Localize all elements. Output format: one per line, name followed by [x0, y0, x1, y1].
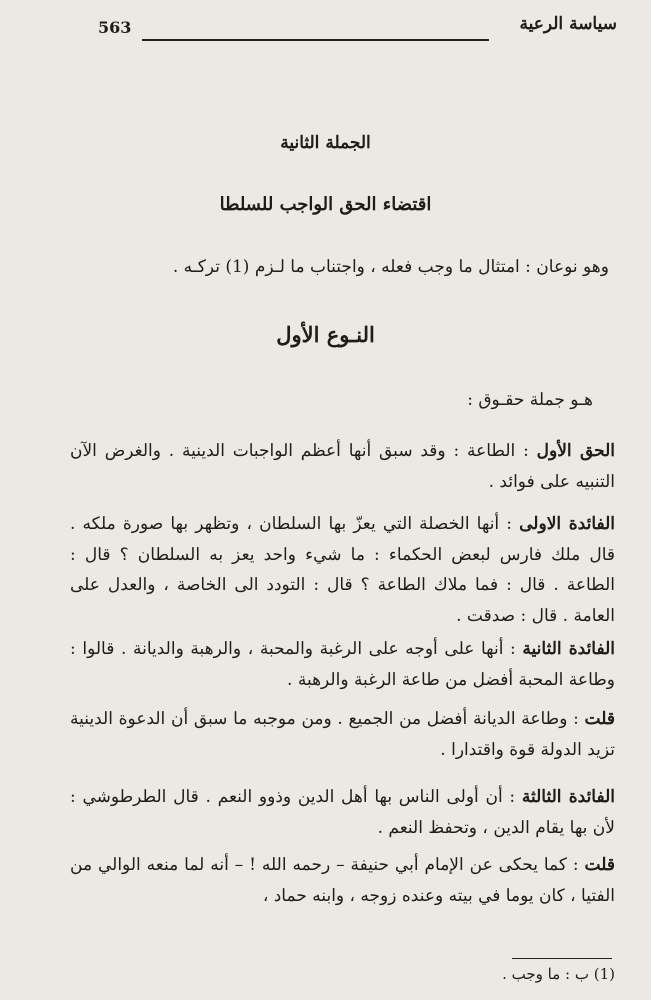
section-heading: الجملة الثانية [280, 133, 371, 153]
paragraph-text: : أنها على أوجه على الرغبة والمحبة ، والرهبة والديانة . قالوا : وطاعة المحبة أفضل من طاعة الرغبة والرهبة . [70, 639, 615, 690]
section-intro: هـو جملة حقـوق : [467, 390, 593, 410]
paragraph [70, 782, 615, 843]
paragraph-label: قلت [584, 855, 615, 875]
paragraph-label: الفائدة الاولى [519, 514, 616, 534]
footnote: (1) ب : ما وجب . [502, 965, 615, 983]
paragraph-label: الفائدة الثانية [522, 639, 615, 659]
paragraph [70, 634, 615, 695]
paragraph [70, 436, 615, 497]
paragraph-label: الحق الأول [536, 441, 616, 461]
running-title: سياسة الرعية [519, 14, 617, 34]
chapter-subtitle: اقتضاء الحق الواجب للسلطا [219, 194, 432, 215]
paragraph-label: الفائدة الثالثة [521, 787, 615, 807]
paragraph-text: : أنها الخصلة التي يعزّ بها السلطان ، وتظهر بها صورة ملكه . قال ملك فارس لبعض الحكماء : ما شيء واحد يعز به السلطان ؟ قال : الطاعة . قال : فما ملاك الطاعة ؟ قال : التودد الى الخاصة ، والعدل على العامة . قال : صدقت . [70, 514, 615, 626]
page-number: 563 [98, 18, 132, 37]
header-rule [142, 39, 489, 41]
paragraph-text: : أن أولى الناس بها أهل الدين وذوو النعم . قال الطرطوشي : لأن بها يقام الدين ، وتحفظ النعم . [70, 787, 615, 838]
paragraph-text: : الطاعة : وقد سبق أنها أعظم الواجبات الدينية . والغرض الآن التنبيه على فوائد . [70, 441, 615, 492]
paragraph-label: قلت [584, 709, 615, 729]
paragraph [70, 704, 615, 765]
paragraph [70, 509, 615, 631]
paragraph-text: : كما يحكى عن الإمام أبي حنيفة – رحمه الله ! – أنه لما منعه الوالي من الفتيا ، كان يوما في بيته وعنده زوجه ، وابنه حماد ، [70, 855, 615, 906]
paragraph [70, 850, 615, 911]
paragraph-text: : وطاعة الديانة أفضل من الجميع . ومن موجبه ما سبق أن الدعوة الدينية تزيد الدولة قوة واقتدارا . [70, 709, 615, 760]
type-heading: النـوع الأول [276, 322, 375, 347]
footnote-rule [512, 958, 612, 959]
intro-line: وهو نوعان : امتثال ما وجب فعله ، واجتناب ما لـزم (1) تركـه . [172, 257, 609, 277]
running-header [98, 14, 617, 44]
